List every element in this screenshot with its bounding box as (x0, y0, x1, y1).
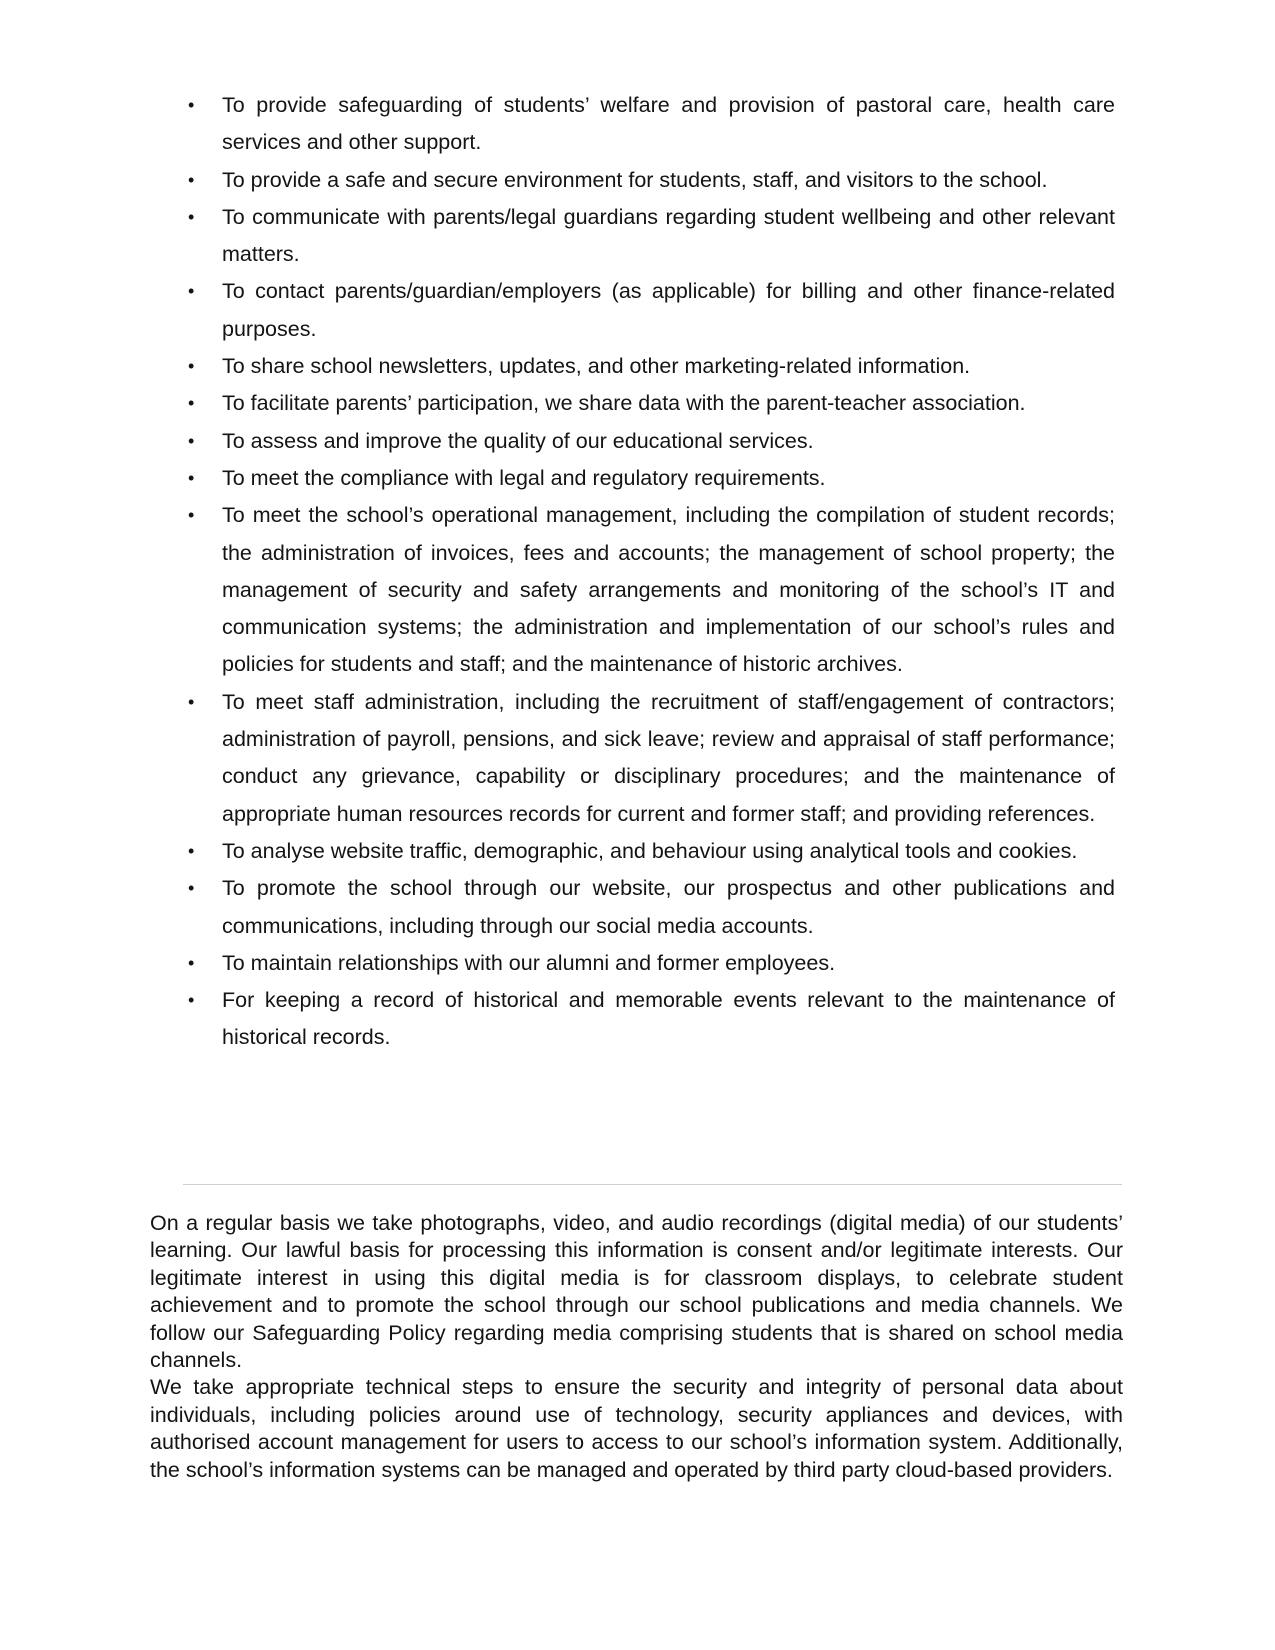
list-item (180, 870, 1115, 945)
list-item (180, 348, 1115, 385)
list-item-text: To meet the school’s operational management, including the compilation of student records; the administration of invoices, fees and accounts; the management of school property; the management of security and safety arrangements and monitoring of the school’s IT and communication systems; the administration and implementation of our school’s rules and policies for students and staff; and the maintenance of historic archives. (222, 503, 1115, 677)
list-item-text: To facilitate parents’ participation, we share data with the parent-teacher association. (222, 391, 1026, 416)
bullet-icon: • (188, 878, 195, 899)
bullet-icon: • (188, 281, 195, 302)
list-item-text: To analyse website traffic, demographic, and behaviour using analytical tools and cookies. (222, 838, 1078, 863)
list-item-text: To communicate with parents/legal guardians regarding student wellbeing and other relevant matters. (222, 204, 1115, 267)
body-text (150, 1210, 1123, 1484)
list-item-text: For keeping a record of historical and memorable events relevant to the maintenance of historical records. (222, 988, 1115, 1050)
bullet-icon: • (188, 356, 195, 377)
list-item-text: To provide safeguarding of students’ welfare and provision of pastoral care, health care services and other support. (222, 93, 1115, 155)
bullet-icon: • (188, 990, 195, 1011)
list-item (180, 460, 1115, 497)
list-item-text: To promote the school through our website, our prospectus and other publications and communications, including through our social media accounts. (222, 876, 1115, 938)
list-item-text: To provide a safe and secure environment for students, staff, and visitors to the school. (222, 167, 1048, 192)
list-item (180, 833, 1115, 870)
bullet-icon: • (188, 505, 195, 526)
bullet-icon: • (188, 206, 195, 227)
bullet-icon: • (188, 840, 195, 861)
purposes-bullet-list (180, 87, 1115, 1057)
horizontal-divider (183, 1184, 1122, 1185)
list-item (180, 273, 1115, 348)
list-item-text: To contact parents/guardian/employers (as applicable) for billing and other finance-related purposes. (222, 279, 1115, 341)
bullet-icon: • (188, 430, 195, 451)
list-item-text: To maintain relationships with our alumni and former employees. (222, 950, 836, 975)
list-item (180, 199, 1115, 274)
list-item-text: To meet the compliance with legal and regulatory requirements. (222, 465, 826, 490)
bullet-icon: • (188, 952, 195, 973)
digital-media-paragraph: On a regular basis we take photographs, video, and audio recordings (digital media) of our students’ learning. Our lawful basis for processing this information is consent and/or legitimate interests. Our legitimate interest in using this digital media is for classroom displays, to celebrate student achievement and to promote the school through our school publications and media channels. We follow our Safeguarding Policy regarding media comprising students that is shared on school media channels. (150, 1211, 1123, 1373)
bullet-icon: • (188, 691, 195, 712)
bullet-icon: • (188, 169, 195, 190)
list-item-text: To meet staff administration, including the recruitment of staff/engagement of contractors; administration of payroll, pensions, and sick leave; review and appraisal of staff performance; conduct any grievance, capability or disciplinary procedures; and the maintenance of appropriate human resources records for current and former staff; and providing references. (222, 689, 1115, 826)
list-item (180, 423, 1115, 460)
list-item (180, 385, 1115, 422)
list-item-text: To assess and improve the quality of our educational services. (222, 428, 814, 453)
bullet-icon: • (188, 467, 195, 488)
list-item (180, 162, 1115, 199)
list-item (180, 497, 1115, 683)
list-item (180, 87, 1115, 162)
list-item (180, 684, 1115, 833)
bullet-icon: • (188, 393, 195, 414)
list-item (180, 982, 1115, 1057)
list-item (180, 945, 1115, 982)
list-item-text: To share school newsletters, updates, and other marketing-related information. (222, 354, 971, 379)
data-security-paragraph: We take appropriate technical steps to ensure the security and integrity of personal data about individuals, including policies around use of technology, security appliances and devices, with authorised account management for users to access to our school’s information system. Additionally, the school’s information systems can be managed and operated by third party cloud-based providers. (150, 1375, 1123, 1482)
bullet-icon: • (188, 95, 195, 115)
